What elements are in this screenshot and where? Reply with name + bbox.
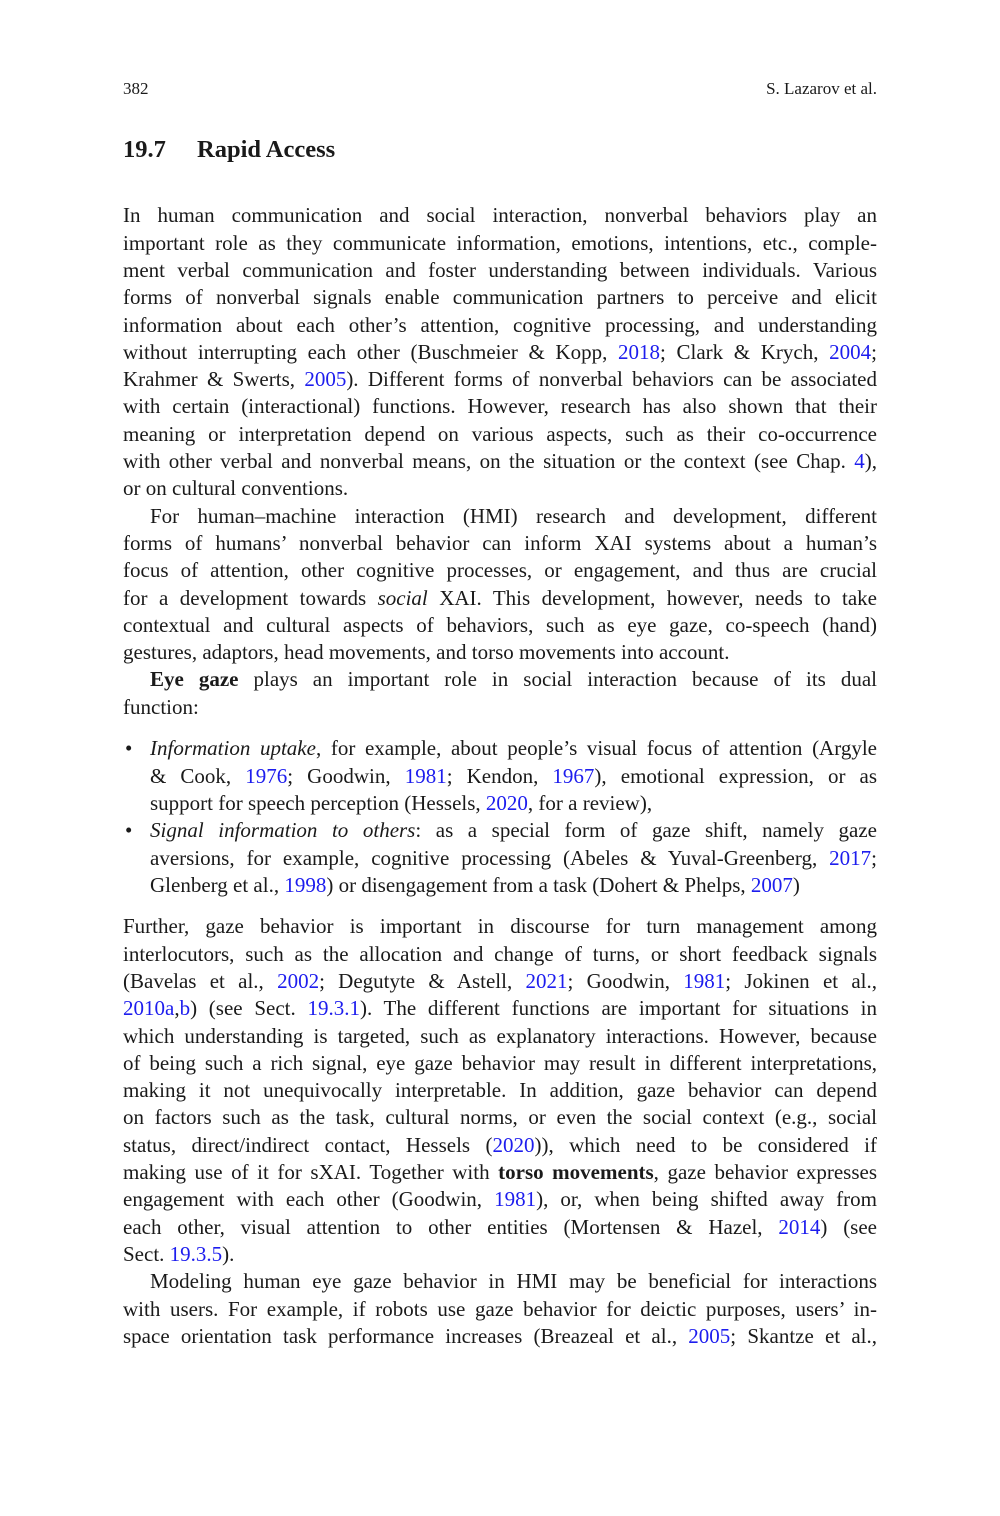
text-line <box>150 872 877 899</box>
citation-link[interactable]: 4 <box>854 449 865 474</box>
italic-text: social <box>377 585 428 610</box>
citation-link[interactable]: 2002 <box>277 968 320 993</box>
citation-link[interactable]: 2018 <box>618 339 660 364</box>
text-line <box>123 1296 877 1323</box>
page-number: 382 <box>123 79 149 98</box>
text-run: Sect. <box>123 1241 170 1266</box>
text-run: ment verbal communication and foster understanding between individuals. Various <box>123 257 877 282</box>
text-line <box>123 557 877 584</box>
text-run: space orientation task performance increases (Breazeal et al., <box>123 1323 689 1348</box>
text-run: ), or, when being shifted away from <box>536 1187 877 1212</box>
citation-link[interactable]: 1981 <box>494 1187 537 1212</box>
text-line <box>123 995 877 1022</box>
citation-link[interactable]: 2020 <box>492 1132 535 1157</box>
text-run: ). The different functions are important for situations in <box>359 996 877 1021</box>
text-line <box>123 666 877 693</box>
text-line <box>123 257 877 284</box>
text-line <box>123 475 877 502</box>
text-run: Glenberg et al., <box>150 872 285 897</box>
text-run: aversions, for example, cognitive processing (Abeles & Yuval-Greenberg, <box>150 845 830 870</box>
text-line <box>123 913 877 940</box>
text-run: making use of it for sXAI. Together with <box>123 1160 499 1185</box>
text-run: XAI. This development, however, needs to take <box>427 585 877 610</box>
text-run: ; <box>871 339 877 364</box>
text-run: support for speech perception (Hessels, <box>150 790 486 815</box>
text-run: ; Jokinen et al., <box>725 968 878 993</box>
citation-link[interactable]: 1981 <box>404 763 447 788</box>
text-run: with users. For example, if robots use gaze behavior for deictic purposes, users’ in- <box>123 1296 877 1321</box>
text-run: Further, gaze behavior is important in discourse for turn management among <box>123 914 877 939</box>
text-line <box>123 941 877 968</box>
text-line <box>123 448 877 475</box>
text-line <box>123 284 877 311</box>
text-run: ), emotional expression, or as <box>594 763 878 788</box>
text-run: function: <box>123 694 199 719</box>
text-run: ; Skantze et al., <box>730 1323 878 1348</box>
text-run: meaning or interpretation depend on various aspects, such as their co-occurrence <box>123 421 877 446</box>
text-run: ; Degutyte & Astell, <box>319 968 526 993</box>
citation-link[interactable]: 2020 <box>485 790 528 815</box>
citation-link[interactable]: 2005 <box>304 367 347 392</box>
text-run: contextual and cultural aspects of behaviors, such as eye gaze, co-speech (hand) <box>123 612 877 637</box>
text-run: Modeling human eye gaze behavior in HMI may be beneficial for interactions <box>150 1269 877 1294</box>
text-run: For human–machine interaction (HMI) research and development, different <box>150 503 877 528</box>
citation-link[interactable]: 2021 <box>525 968 568 993</box>
text-run: & Cook, <box>150 763 246 788</box>
section-title: Rapid Access <box>197 136 336 163</box>
text-line <box>123 530 877 557</box>
text-line <box>123 366 877 393</box>
text-run: for a development towards <box>123 585 378 610</box>
text-run: focus of attention, other cognitive processes, or engagement, and thus are crucial <box>123 558 877 583</box>
text-line <box>123 1323 877 1350</box>
bullet-icon: • <box>125 736 133 761</box>
text-line <box>123 1268 877 1295</box>
text-run: : as a special form of gaze shift, namely gaze <box>415 818 877 843</box>
text-line <box>150 845 877 872</box>
citation-link[interactable]: 2010a <box>123 996 175 1021</box>
text-run: making it not unequivocally interpretable. In addition, gaze behavior can depend <box>123 1078 877 1103</box>
list-item-line <box>125 817 877 844</box>
italic-text: Information uptake <box>150 736 316 761</box>
text-run: important role as they communicate information, emotions, intentions, etc., comple- <box>123 230 877 255</box>
text-run: with other verbal and nonverbal means, on the situation or the context (see Chap. <box>123 449 855 474</box>
text-run: forms of humans’ nonverbal behavior can inform XAI systems about a human’s <box>123 530 877 555</box>
text-line <box>123 694 877 721</box>
text-line <box>150 790 877 817</box>
citation-link[interactable]: 1976 <box>245 763 288 788</box>
text-run: ; <box>871 845 877 870</box>
bold-text: torso movements <box>498 1160 654 1185</box>
text-run: or on cultural conventions. <box>123 476 349 501</box>
text-line <box>123 312 877 339</box>
text-line <box>123 202 877 229</box>
citation-link[interactable]: 1967 <box>552 763 595 788</box>
text-run: plays an important role in social interaction because of its dual <box>238 667 877 692</box>
text-line <box>123 339 877 366</box>
text-run: with certain (interactional) functions. However, research has also shown that their <box>123 394 877 419</box>
text-run: , for a review), <box>527 790 653 815</box>
text-run: each other, visual attention to other entities (Mortensen & Hazel, <box>123 1214 779 1239</box>
text-run: gestures, adaptors, head movements, and torso movements into account. <box>123 640 730 665</box>
citation-link[interactable]: 2007 <box>750 872 793 897</box>
text-line <box>123 1023 877 1050</box>
citation-link[interactable]: b <box>179 996 191 1021</box>
text-line <box>123 639 877 666</box>
text-run: of being such a rich signal, eye gaze behavior may result in different interpretations, <box>123 1050 877 1075</box>
body-text-main-2 <box>123 913 877 1350</box>
citation-link[interactable]: 19.3.5 <box>169 1241 223 1266</box>
text-line <box>123 1050 877 1077</box>
text-run: , <box>174 996 180 1021</box>
text-line <box>123 1159 877 1186</box>
text-run: interlocutors, such as the allocation and change of turns, or short feedback signals <box>123 941 877 966</box>
body-text-main-1 <box>123 202 877 721</box>
text-line <box>123 421 877 448</box>
text-line <box>123 1186 877 1213</box>
text-run: (Bavelas et al., <box>123 968 278 993</box>
text-line <box>123 230 877 257</box>
text-run: ) (see Sect. <box>190 996 308 1021</box>
text-run: on factors such as the task, cultural norms, or even the social context (e.g., social <box>123 1105 877 1130</box>
text-run: forms of nonverbal signals enable communication partners to perceive and elicit <box>123 285 877 310</box>
bullet-icon: • <box>125 818 133 843</box>
citation-link[interactable]: 2017 <box>829 845 872 870</box>
text-line <box>123 393 877 420</box>
citation-link[interactable]: 2014 <box>778 1214 821 1239</box>
text-run: ; Kendon, <box>446 763 553 788</box>
italic-text: Signal information to others <box>150 818 416 843</box>
text-run: Krahmer & Swerts, <box>123 367 305 392</box>
text-line <box>123 1214 877 1241</box>
text-line <box>123 503 877 530</box>
text-run: engagement with each other (Goodwin, <box>123 1187 495 1212</box>
text-run: information about each other’s attention, cognitive processing, and understanding <box>123 312 877 337</box>
text-line <box>123 1241 877 1268</box>
bold-text: Eye gaze <box>150 667 239 692</box>
text-line <box>123 1104 877 1131</box>
section-number: 19.7 <box>123 136 166 163</box>
text-run: )), which need to be considered if <box>534 1132 877 1157</box>
bullet-list <box>125 735 878 899</box>
text-run: ) or disengagement from a task (Dohert & Phelps, <box>326 872 751 897</box>
text-run: ; Goodwin, <box>567 968 684 993</box>
text-run: status, direct/indirect contact, Hessels ( <box>123 1132 493 1157</box>
text-run: without interrupting each other (Buschmeier & Kopp, <box>123 339 618 364</box>
text-line <box>150 763 877 790</box>
section-heading <box>123 136 335 164</box>
text-run: ) <box>792 872 800 897</box>
text-line <box>123 585 877 612</box>
citation-link[interactable]: 1981 <box>683 968 726 993</box>
text-run: , gaze behavior expresses <box>653 1160 878 1185</box>
text-run: ). Different forms of nonverbal behaviors can be associated <box>346 367 877 392</box>
text-run: ), <box>864 449 877 474</box>
text-line <box>123 612 877 639</box>
citation-link[interactable]: 19.3.1 <box>307 996 360 1021</box>
text-run: , for example, about people’s visual focus of attention (Argyle <box>315 736 877 761</box>
text-run: In human communication and social interaction, nonverbal behaviors play an <box>123 203 877 228</box>
text-run: which understanding is targeted, such as explanatory interactions. However, because <box>123 1023 877 1048</box>
list-item-line <box>125 735 877 762</box>
text-line <box>123 1077 877 1104</box>
running-head: S. Lazarov et al. <box>766 79 877 98</box>
text-run: ; Goodwin, <box>287 763 405 788</box>
citation-link[interactable]: 2005 <box>688 1323 731 1348</box>
citation-link[interactable]: 1998 <box>284 872 327 897</box>
citation-link[interactable]: 2004 <box>829 339 872 364</box>
text-line <box>123 1132 877 1159</box>
text-run: ). <box>222 1241 235 1266</box>
text-run: ; Clark & Krych, <box>660 339 830 364</box>
text-run: ) (see <box>820 1214 877 1239</box>
text-line <box>123 968 877 995</box>
